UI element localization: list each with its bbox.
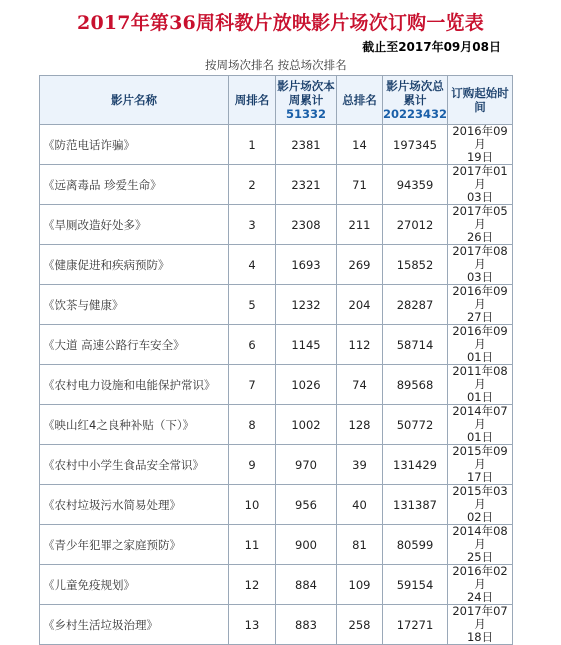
- cell-week-rank: 2: [229, 165, 276, 205]
- cell-week-rank: 7: [229, 365, 276, 405]
- start-date-part: 19日: [466, 150, 494, 164]
- cell-total-rank: 128: [337, 405, 383, 445]
- cell-start-date: [448, 125, 513, 165]
- start-date-part: 25日: [466, 550, 494, 564]
- start-date-part: 2017年01月: [452, 164, 508, 191]
- table-row: [40, 165, 513, 205]
- cell-total-count: 59154: [383, 565, 448, 605]
- cell-total-count: 131429: [383, 445, 448, 485]
- col-header-week-total-label: 影片场次本周累计: [277, 79, 335, 107]
- table-row: [40, 285, 513, 325]
- cell-week-rank: 11: [229, 525, 276, 565]
- cell-start-date: [448, 525, 513, 565]
- start-date-part: 2016年09月: [452, 324, 508, 351]
- cell-week-rank: 12: [229, 565, 276, 605]
- cell-start-date: [448, 445, 513, 485]
- cell-total-count: 17271: [383, 605, 448, 645]
- start-date-part: 2014年07月: [452, 404, 508, 431]
- cell-film-name: 《映山红4之良种补贴（下）》: [40, 405, 229, 445]
- cell-total-rank: 14: [337, 125, 383, 165]
- start-date-part: 01日: [466, 350, 494, 364]
- cell-week-count: 2308: [276, 205, 337, 245]
- start-date-part: 03日: [466, 270, 494, 284]
- cell-total-rank: 40: [337, 485, 383, 525]
- start-date-part: 2016年09月: [452, 124, 508, 151]
- cell-week-rank: 5: [229, 285, 276, 325]
- cell-start-date: [448, 365, 513, 405]
- cell-week-count: 970: [276, 445, 337, 485]
- cell-total-count: 50772: [383, 405, 448, 445]
- cell-total-rank: 211: [337, 205, 383, 245]
- start-date-part: 03日: [466, 190, 494, 204]
- cell-total-count: 58714: [383, 325, 448, 365]
- col-header-week-rank: 周排名: [229, 76, 276, 125]
- cell-week-count: 956: [276, 485, 337, 525]
- cell-film-name: 《农村垃圾污水简易处理》: [40, 485, 229, 525]
- start-date-part: 2011年08月: [452, 364, 508, 391]
- screening-table: [39, 75, 513, 645]
- cell-week-count: 883: [276, 605, 337, 645]
- cell-week-count: 884: [276, 565, 337, 605]
- cell-week-rank: 10: [229, 485, 276, 525]
- cell-week-count: 2381: [276, 125, 337, 165]
- start-date-part: 2014年08月: [452, 524, 508, 551]
- start-date-part: 2017年07月: [452, 604, 508, 631]
- start-date-part: 02日: [466, 510, 494, 524]
- cell-total-rank: 269: [337, 245, 383, 285]
- cell-week-count: 1693: [276, 245, 337, 285]
- cell-film-name: 《农村电力设施和电能保护常识》: [40, 365, 229, 405]
- cell-total-rank: 74: [337, 365, 383, 405]
- col-header-name: 影片名称: [40, 76, 229, 125]
- start-date-part: 2015年09月: [452, 444, 508, 471]
- cell-total-rank: 71: [337, 165, 383, 205]
- cell-start-date: [448, 325, 513, 365]
- start-date-part: 17日: [466, 470, 494, 484]
- cell-start-date: [448, 485, 513, 525]
- page-title: 2017年第36周科教片放映影片场次订购一览表: [77, 12, 484, 34]
- col-header-total: [383, 76, 448, 125]
- table-row: [40, 125, 513, 165]
- start-date-part: 27日: [466, 310, 494, 324]
- cell-total-count: 28287: [383, 285, 448, 325]
- cell-film-name: 《青少年犯罪之家庭预防》: [40, 525, 229, 565]
- table-row: [40, 445, 513, 485]
- table-row: [40, 325, 513, 365]
- cell-total-count: 89568: [383, 365, 448, 405]
- start-date-part: 2016年02月: [452, 564, 508, 591]
- cell-week-rank: 13: [229, 605, 276, 645]
- table-row: [40, 365, 513, 405]
- cell-film-name: 《旱厕改造好处多》: [40, 205, 229, 245]
- cell-total-rank: 81: [337, 525, 383, 565]
- cell-total-rank: 39: [337, 445, 383, 485]
- cell-week-rank: 6: [229, 325, 276, 365]
- cell-week-count: 900: [276, 525, 337, 565]
- cell-total-count: 94359: [383, 165, 448, 205]
- start-date-part: 01日: [466, 390, 494, 404]
- table-row: [40, 245, 513, 285]
- start-date-part: 26日: [466, 230, 494, 244]
- table-row: [40, 205, 513, 245]
- cell-week-rank: 1: [229, 125, 276, 165]
- cell-week-count: 1145: [276, 325, 337, 365]
- cell-film-name: 《儿童免疫规划》: [40, 565, 229, 605]
- start-date-part: 2017年08月: [452, 244, 508, 271]
- table-row: [40, 485, 513, 525]
- cell-total-count: 131387: [383, 485, 448, 525]
- sort-by-week-link[interactable]: 按周场次排名: [205, 58, 274, 72]
- start-date-part: 18日: [466, 630, 494, 644]
- table-row: [40, 565, 513, 605]
- cell-film-name: 《大道 高速公路行车安全》: [40, 325, 229, 365]
- cell-start-date: [448, 565, 513, 605]
- start-date-part: 2015年03月: [452, 484, 508, 511]
- cell-film-name: 《乡村生活垃圾治理》: [40, 605, 229, 645]
- as-of-date: 截止至2017年09月08日: [362, 40, 501, 54]
- cell-total-rank: 109: [337, 565, 383, 605]
- cell-total-count: 197345: [383, 125, 448, 165]
- cell-film-name: 《健康促进和疾病预防》: [40, 245, 229, 285]
- cell-week-rank: 8: [229, 405, 276, 445]
- cell-week-rank: 3: [229, 205, 276, 245]
- start-date-part: 2016年09月: [452, 284, 508, 311]
- cell-film-name: 《防范电话诈骗》: [40, 125, 229, 165]
- start-date-part: 01日: [466, 430, 494, 444]
- cell-start-date: [448, 205, 513, 245]
- cell-total-count: 27012: [383, 205, 448, 245]
- start-date-part: 2017年05月: [452, 204, 508, 231]
- cell-week-count: 2321: [276, 165, 337, 205]
- col-header-total-rank: 总排名: [337, 76, 383, 125]
- cell-total-rank: 112: [337, 325, 383, 365]
- cell-week-count: 1026: [276, 365, 337, 405]
- cell-total-count: 80599: [383, 525, 448, 565]
- cell-film-name: 《农村中小学生食品安全常识》: [40, 445, 229, 485]
- cell-start-date: [448, 605, 513, 645]
- cell-total-rank: 258: [337, 605, 383, 645]
- col-header-start-date: 订购起始时间: [448, 76, 513, 125]
- cell-film-name: 《饮茶与健康》: [40, 285, 229, 325]
- cell-week-count: 1232: [276, 285, 337, 325]
- cell-start-date: [448, 165, 513, 205]
- cell-week-count: 1002: [276, 405, 337, 445]
- col-header-total-value: 20223432: [383, 107, 448, 121]
- sort-options: [205, 57, 347, 73]
- cell-total-count: 15852: [383, 245, 448, 285]
- cell-start-date: [448, 405, 513, 445]
- cell-week-rank: 4: [229, 245, 276, 285]
- col-header-week-total: [276, 76, 337, 125]
- cell-start-date: [448, 285, 513, 325]
- table-header-row: [40, 76, 513, 125]
- cell-film-name: 《远离毒品 珍爱生命》: [40, 165, 229, 205]
- col-header-week-total-value: 51332: [285, 107, 326, 121]
- col-header-total-label: 影片场次总累计: [386, 79, 444, 107]
- table-row: [40, 405, 513, 445]
- cell-start-date: [448, 245, 513, 285]
- sort-by-total-link[interactable]: 按总场次排名: [277, 58, 347, 72]
- cell-total-rank: 204: [337, 285, 383, 325]
- cell-week-rank: 9: [229, 445, 276, 485]
- table-row: [40, 525, 513, 565]
- start-date-part: 24日: [466, 590, 494, 604]
- table-row: [40, 605, 513, 645]
